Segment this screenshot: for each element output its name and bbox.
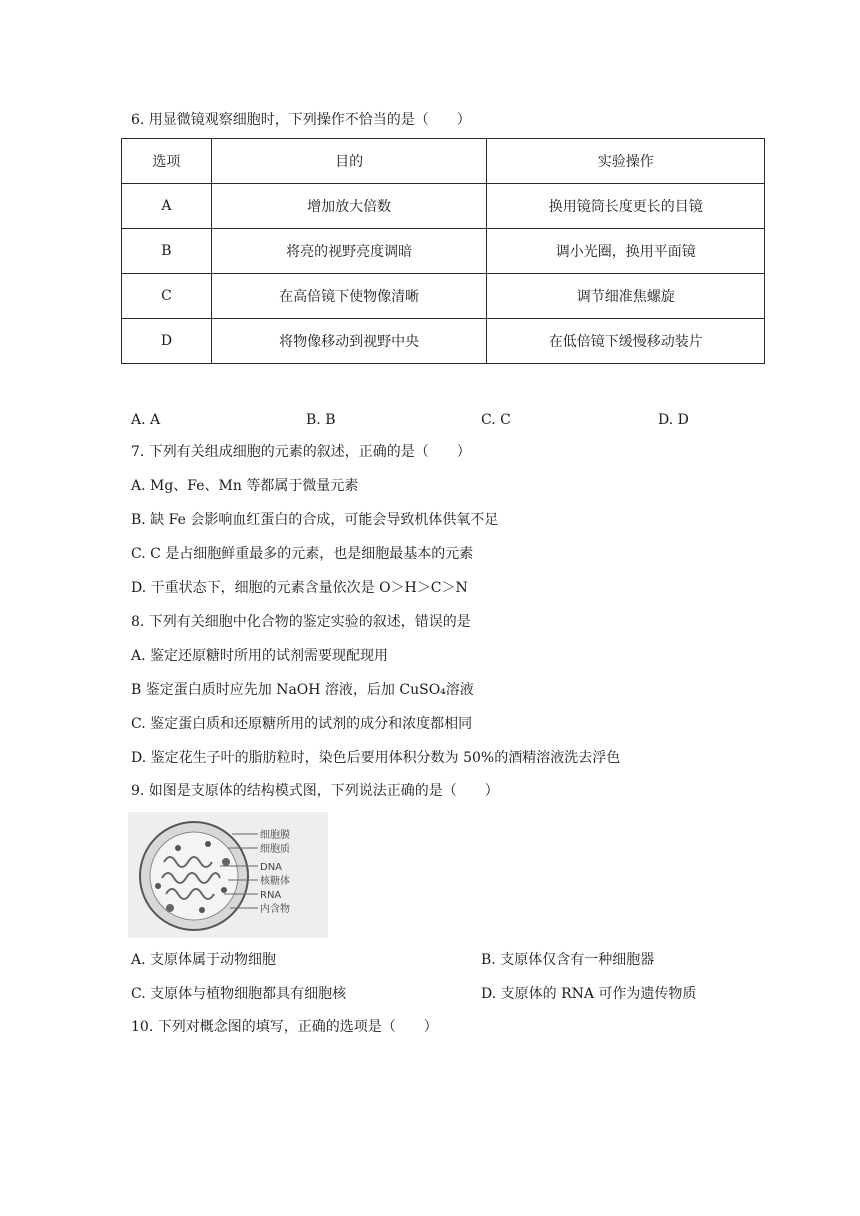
q6-choice-a: A. A <box>131 412 161 428</box>
inclusion-dot <box>166 904 174 912</box>
q9-option-b: B. 支原体仅含有一种细胞器 <box>481 952 655 968</box>
label-inclusion: 内含物 <box>260 904 290 915</box>
header-option: 选项 <box>122 139 212 184</box>
cell-purpose: 将物像移动到视野中央 <box>211 319 487 364</box>
q9-option-d: D. 支原体的 RNA 可作为遗传物质 <box>481 986 697 1002</box>
mycoplasma-diagram <box>128 812 328 938</box>
q7-option-b: B. 缺 Fe 会影响血红蛋白的合成，可能会导致机体供氧不足 <box>131 512 499 528</box>
q6-choice-b: B. B <box>306 412 336 428</box>
header-operation: 实验操作 <box>487 139 765 184</box>
ribosome-dot <box>199 907 205 913</box>
label-dna: DNA <box>260 862 283 873</box>
q9-option-a: A. 支原体属于动物细胞 <box>131 952 277 968</box>
ribosome-dot <box>175 845 181 851</box>
q7-option-c: C. C 是占细胞鲜重最多的元素，也是细胞最基本的元素 <box>131 546 474 562</box>
cell-operation: 换用镜筒长度更长的目镜 <box>487 184 765 229</box>
label-cell-membrane: 细胞膜 <box>260 830 290 841</box>
q7-option-d: D. 干重状态下，细胞的元素含量依次是 O＞H＞C＞N <box>131 580 468 596</box>
cell-option: D <box>122 319 212 364</box>
label-cytoplasm: 细胞质 <box>260 844 290 855</box>
table-row <box>122 274 765 319</box>
label-rna: RNA <box>260 890 282 901</box>
ribosome-dot <box>155 883 161 889</box>
table-row <box>122 319 765 364</box>
mycoplasma-diagram-svg <box>128 812 328 938</box>
q10-stem: 10. 下列对概念图的填写，正确的选项是（ ） <box>131 1019 438 1035</box>
q9-stem: 9. 如图是支原体的结构模式图，下列说法正确的是（ ） <box>131 783 499 799</box>
header-purpose: 目的 <box>211 139 487 184</box>
q8-option-c: C. 鉴定蛋白质和还原糖所用的试剂的成分和浓度都相同 <box>131 716 473 732</box>
cell-purpose: 增加放大倍数 <box>211 184 487 229</box>
q7-option-a: A. Mg、Fe、Mn 等都属于微量元素 <box>131 478 359 494</box>
q7-stem: 7. 下列有关组成细胞的元素的叙述，正确的是（ ） <box>131 444 471 460</box>
inclusion-dot <box>222 858 230 866</box>
table-row <box>122 229 765 274</box>
q6-choice-c: C. C <box>481 412 511 428</box>
q8-option-b: B 鉴定蛋白质时应先加 NaOH 溶液，后加 CuSO₄溶液 <box>131 682 474 698</box>
q6-table <box>121 138 765 364</box>
cell-purpose: 将亮的视野亮度调暗 <box>211 229 487 274</box>
ribosome-dot <box>205 841 211 847</box>
table-row <box>122 184 765 229</box>
q9-option-c: C. 支原体与植物细胞都具有细胞核 <box>131 986 347 1002</box>
q8-option-a: A. 鉴定还原糖时所用的试剂需要现配现用 <box>131 648 389 664</box>
label-ribosome: 核糖体 <box>260 876 290 887</box>
q6-choice-d: D. D <box>658 412 689 428</box>
q8-stem: 8. 下列有关细胞中化合物的鉴定实验的叙述，错误的是 <box>131 614 471 630</box>
ribosome-dot <box>221 887 227 893</box>
cell-operation: 在低倍镜下缓慢移动装片 <box>487 319 765 364</box>
cell-operation: 调节细准焦螺旋 <box>487 274 765 319</box>
cell-option: C <box>122 274 212 319</box>
cell-operation: 调小光圈，换用平面镜 <box>487 229 765 274</box>
q8-option-d: D. 鉴定花生子叶的脂肪粒时，染色后要用体积分数为 50%的酒精溶液洗去浮色 <box>131 750 621 766</box>
cell-purpose: 在高倍镜下使物像清晰 <box>211 274 487 319</box>
cell-option: A <box>122 184 212 229</box>
q6-stem: 6. 用显微镜观察细胞时，下列操作不恰当的是（ ） <box>131 112 471 128</box>
table-header-row <box>122 139 765 184</box>
cell-option: B <box>122 229 212 274</box>
